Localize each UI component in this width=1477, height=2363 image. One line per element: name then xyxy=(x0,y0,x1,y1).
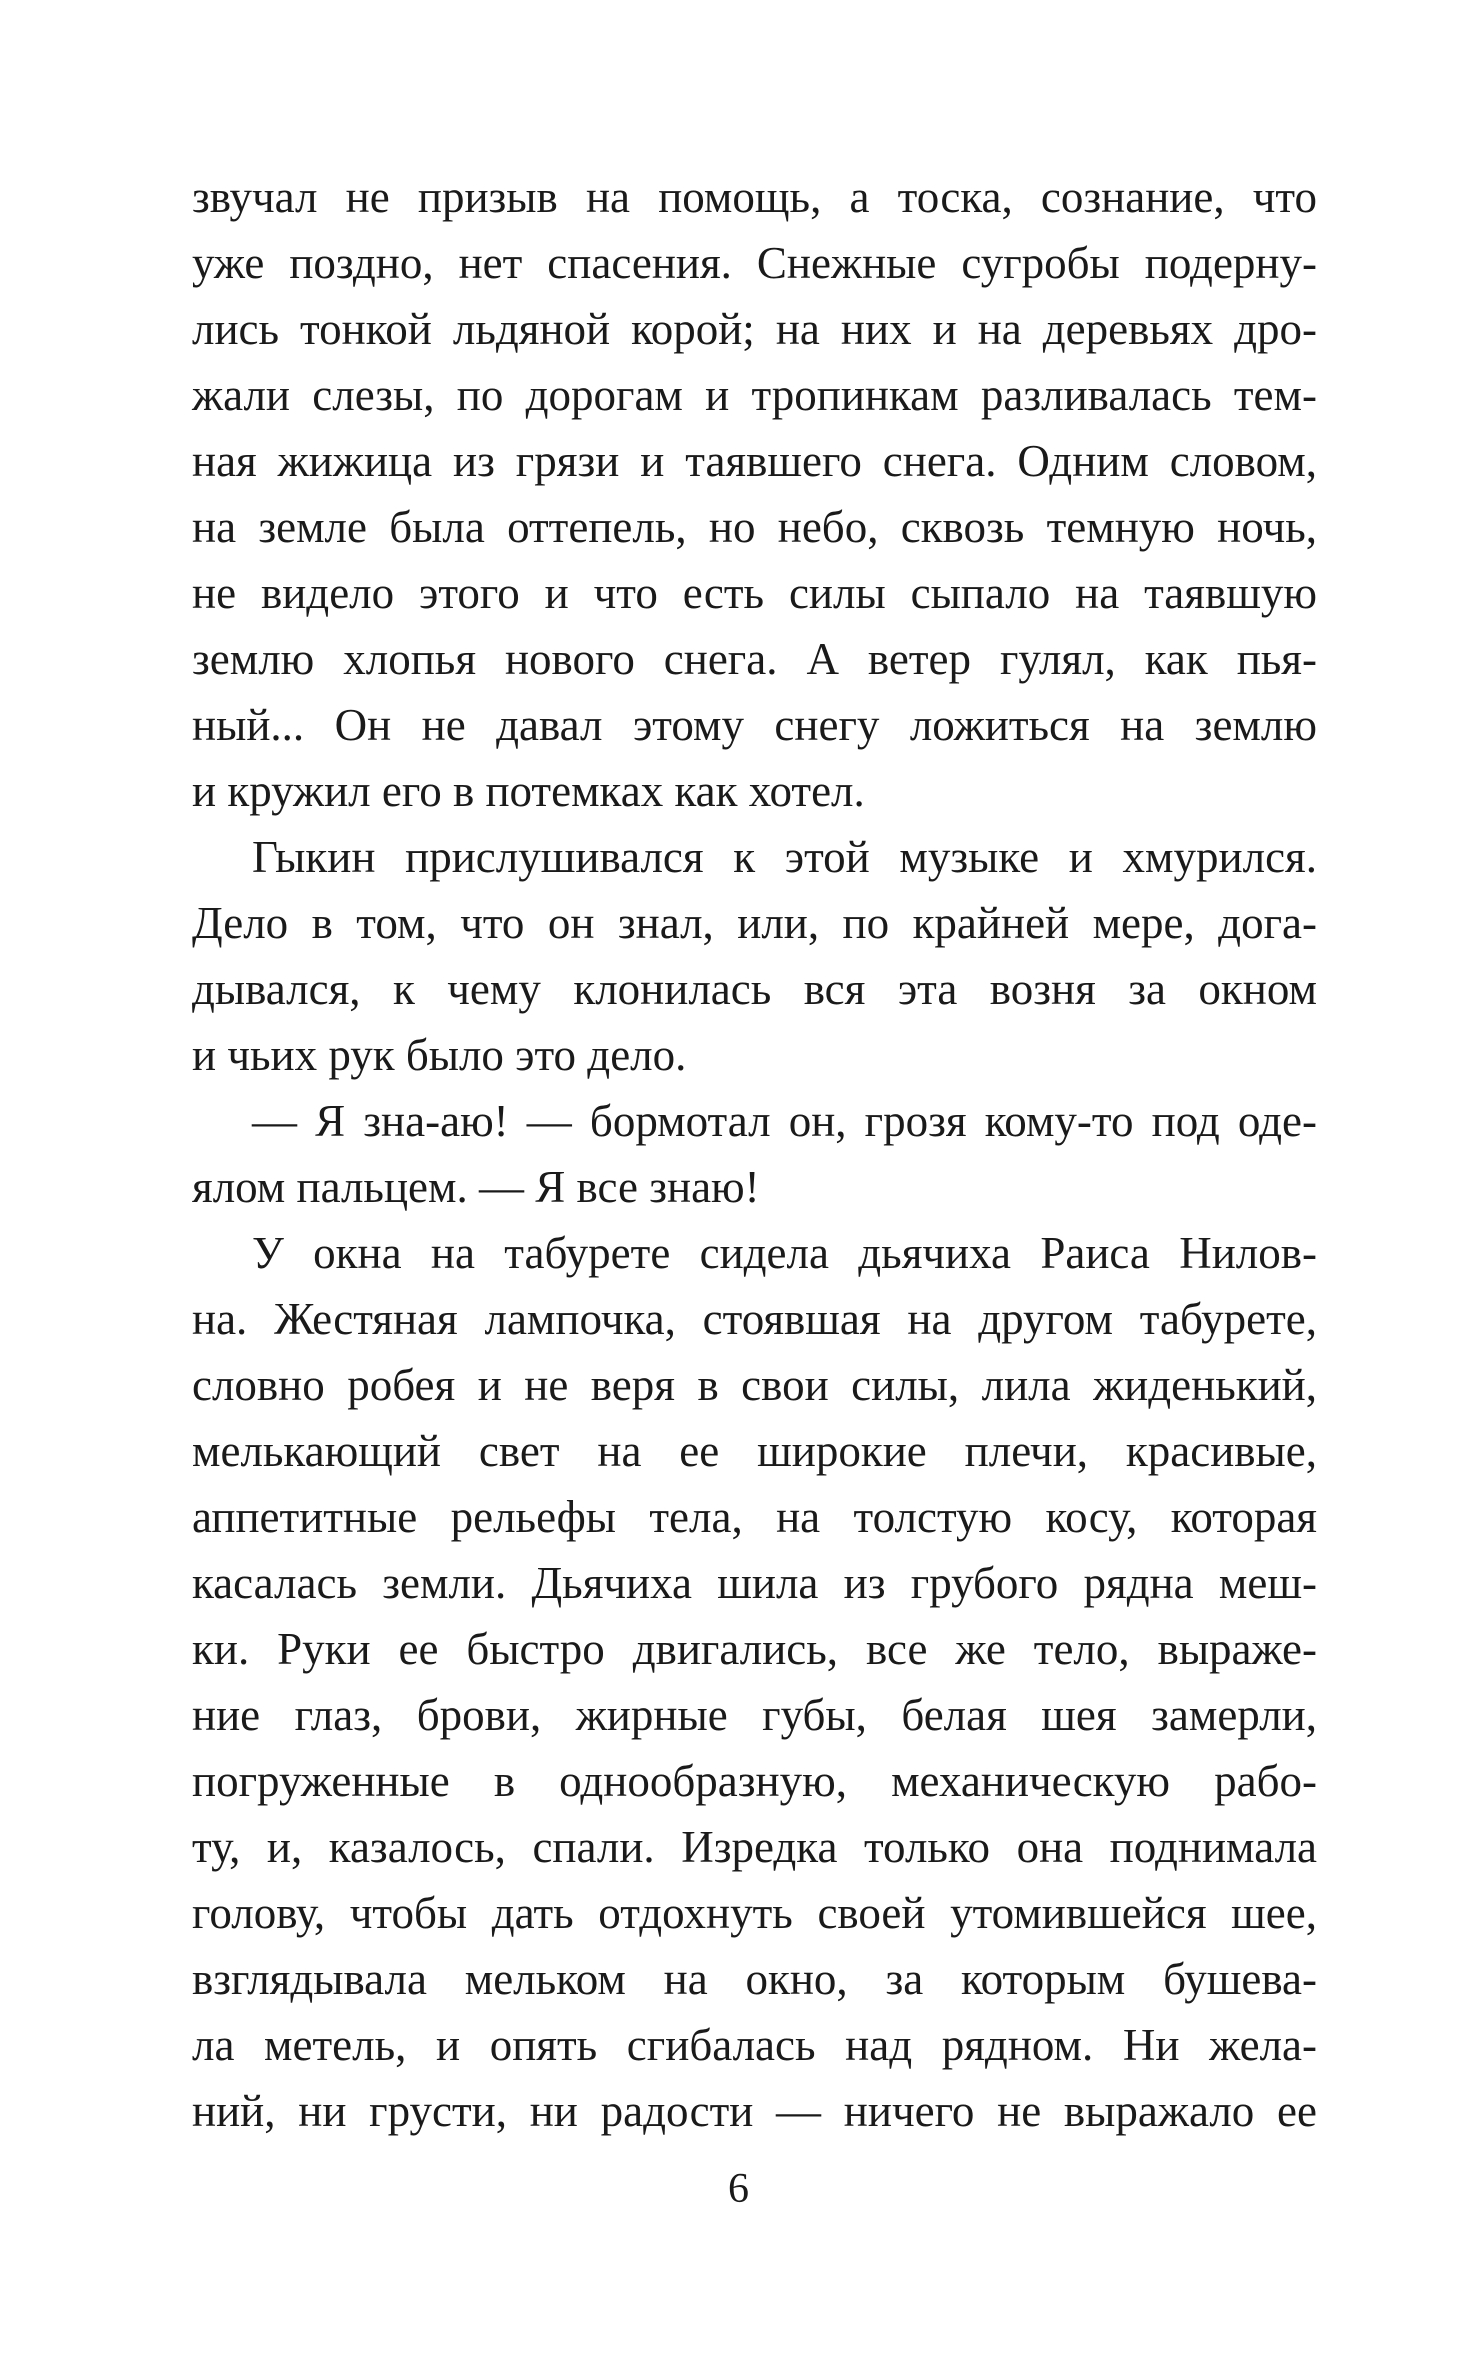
text-line: ние глаз, брови, жирные губы, белая шея замерли, xyxy=(192,1690,1317,1740)
text-line: ялом пальцем. — Я все знаю! xyxy=(192,1162,760,1212)
text-line: словно робея и не веря в свои силы, лила жиденький, xyxy=(192,1360,1317,1410)
text-line: погруженные в однообразную, механическую рабо- xyxy=(192,1756,1317,1806)
text-line: ки. Руки ее быстро двигались, все же тело, выраже- xyxy=(192,1624,1317,1674)
text-line: на. Жестяная лампочка, стоявшая на другом табурете, xyxy=(192,1294,1317,1344)
text-line: ный... Он не давал этому снегу ложиться на землю xyxy=(192,700,1317,750)
text-line: ту, и, казалось, спали. Изредка только она поднимала xyxy=(192,1822,1317,1872)
text-line: жали слезы, по дорогам и тропинкам разливалась тем- xyxy=(192,370,1317,420)
paragraph-first-line: Гыкин прислушивался к этой музыке и хмурился. xyxy=(252,832,1317,882)
text-line: уже поздно, нет спасения. Снежные сугробы подерну- xyxy=(192,238,1317,288)
text-line: и кружил его в потемках как хотел. xyxy=(192,766,865,816)
text-line: дывался, к чему клонилась вся эта возня за окном xyxy=(192,964,1317,1014)
text-line: на земле была оттепель, но небо, сквозь темную ночь, xyxy=(192,502,1317,552)
text-line: ла метель, и опять сгибалась над рядном. Ни жела- xyxy=(192,2020,1317,2070)
text-line: касалась земли. Дьячиха шила из грубого рядна меш- xyxy=(192,1558,1317,1608)
text-line: взглядывала мельком на окно, за которым бушева- xyxy=(192,1954,1317,2004)
text-line: мелькающий свет на ее широкие плечи, красивые, xyxy=(192,1426,1317,1476)
text-line: и чьих рук было это дело. xyxy=(192,1030,687,1080)
page-number: 6 xyxy=(728,2166,749,2212)
dialogue-line: — Я зна-аю! — бормотал он, грозя кому-то под оде- xyxy=(252,1096,1317,1146)
text-line: ний, ни грусти, ни радости — ничего не выражало ее xyxy=(192,2086,1317,2136)
text-line: землю хлопья нового снега. А ветер гулял, как пья- xyxy=(192,634,1317,684)
paragraph-first-line: У окна на табурете сидела дьячиха Раиса Нилов- xyxy=(252,1228,1317,1278)
text-line: звучал не призыв на помощь, а тоска, сознание, что xyxy=(192,172,1317,222)
text-line: лись тонкой льдяной корой; на них и на деревьях дро- xyxy=(192,304,1317,354)
text-line: Дело в том, что он знал, или, по крайней мере, дога- xyxy=(192,898,1317,948)
text-line: аппетитные рельефы тела, на толстую косу, которая xyxy=(192,1492,1317,1542)
text-line: не видело этого и что есть силы сыпало на таявшую xyxy=(192,568,1317,618)
text-line: голову, чтобы дать отдохнуть своей утомившейся шее, xyxy=(192,1888,1317,1938)
text-line: ная жижица из грязи и таявшего снега. Одним словом, xyxy=(192,436,1317,486)
